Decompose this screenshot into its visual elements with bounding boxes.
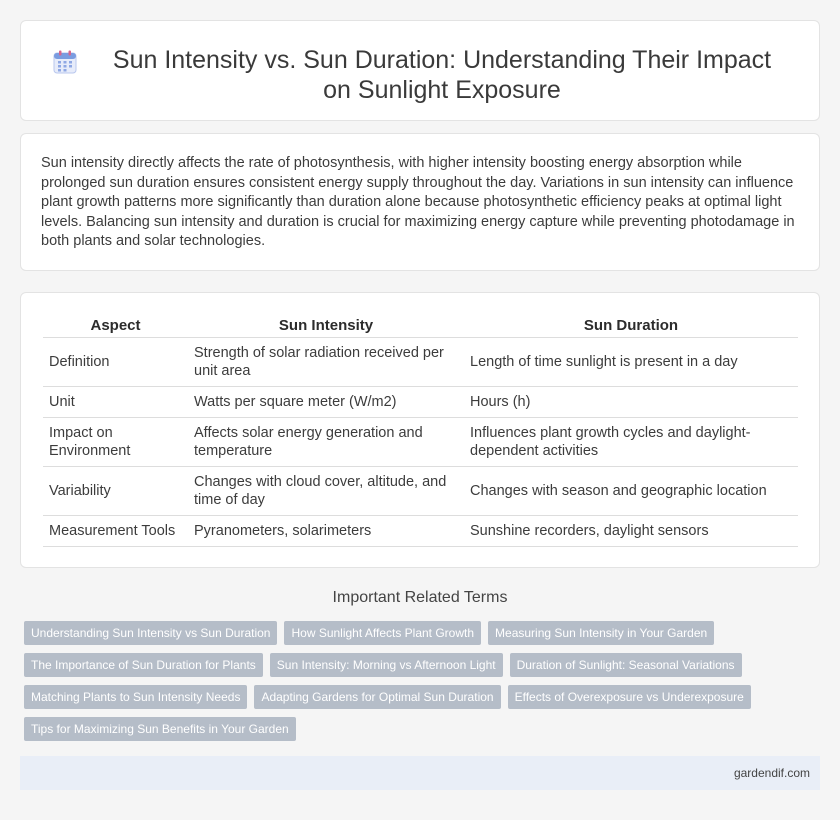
related-terms-title: Important Related Terms xyxy=(332,589,508,606)
table-cell: Measurement Tools xyxy=(43,515,188,546)
table-cell: Changes with season and geographic location xyxy=(464,466,798,515)
related-term-tag[interactable]: Measuring Sun Intensity in Your Garden xyxy=(488,621,714,645)
table-row xyxy=(43,515,798,546)
related-term-tag[interactable]: Understanding Sun Intensity vs Sun Duration xyxy=(24,621,277,645)
table-cell: Strength of solar radiation received per unit area xyxy=(188,337,464,386)
related-term-tag[interactable]: Duration of Sunlight: Seasonal Variations xyxy=(510,653,742,677)
calendar-icon xyxy=(53,50,77,74)
column-header-sun-intensity: Sun Intensity xyxy=(188,309,464,337)
intro-paragraph: Sun intensity directly affects the rate of photosynthesis, with higher intensity boosting energy absorption while prolonged sun duration ensures consistent energy supply throughout the day. Variations in sun intensity can influence plant growth patterns more significantly than duration alone because photosynthetic efficiency peaks at optimal light levels. Balancing sun intensity and duration is crucial for maximizing energy capture while preventing photodamage in both plants and solar technologies. xyxy=(41,155,795,249)
related-term-tag[interactable]: Adapting Gardens for Optimal Sun Duration xyxy=(254,685,500,709)
table-cell: Affects solar energy generation and temperature xyxy=(188,417,464,466)
table-cell: Influences plant growth cycles and daylight-dependent activities xyxy=(464,417,798,466)
table-header-row xyxy=(43,309,798,337)
table-cell: Pyranometers, solarimeters xyxy=(188,515,464,546)
tag-row xyxy=(24,717,824,741)
title-wrap xyxy=(21,21,819,105)
related-term-tag[interactable]: Effects of Overexposure vs Underexposure xyxy=(508,685,751,709)
related-term-tag[interactable]: The Importance of Sun Duration for Plants xyxy=(24,653,263,677)
table-cell: Variability xyxy=(43,466,188,515)
table-row xyxy=(43,417,798,466)
column-header-aspect: Aspect xyxy=(43,309,188,337)
table-cell: Length of time sunlight is present in a day xyxy=(464,337,798,386)
table-cell: Definition xyxy=(43,337,188,386)
footer-site-link[interactable]: gardendif.com xyxy=(733,766,810,780)
table-cell: Sunshine recorders, daylight sensors xyxy=(464,515,798,546)
table-row xyxy=(43,466,798,515)
header-card xyxy=(20,20,820,121)
comparison-table xyxy=(43,309,798,547)
table-row xyxy=(43,337,798,386)
related-terms-tags xyxy=(24,621,824,749)
comparison-table-card xyxy=(20,292,820,568)
related-term-tag[interactable]: Sun Intensity: Morning vs Afternoon Light xyxy=(270,653,503,677)
related-term-tag[interactable]: Matching Plants to Sun Intensity Needs xyxy=(24,685,247,709)
table-cell: Impact on Environment xyxy=(43,417,188,466)
table-cell: Unit xyxy=(43,386,188,417)
tag-row xyxy=(24,653,824,677)
related-term-tag[interactable]: How Sunlight Affects Plant Growth xyxy=(284,621,481,645)
column-header-sun-duration: Sun Duration xyxy=(464,309,798,337)
intro-card xyxy=(20,133,820,271)
footer xyxy=(20,756,820,790)
tag-row xyxy=(24,621,824,645)
table-cell: Changes with cloud cover, altitude, and time of day xyxy=(188,466,464,515)
related-term-tag[interactable]: Tips for Maximizing Sun Benefits in Your Garden xyxy=(24,717,296,741)
table-row xyxy=(43,386,798,417)
page-title: Sun Intensity vs. Sun Duration: Understanding Their Impact on Sunlight Exposure xyxy=(112,46,772,104)
tag-row xyxy=(24,685,824,709)
table-cell: Hours (h) xyxy=(464,386,798,417)
table-cell: Watts per square meter (W/m2) xyxy=(188,386,464,417)
